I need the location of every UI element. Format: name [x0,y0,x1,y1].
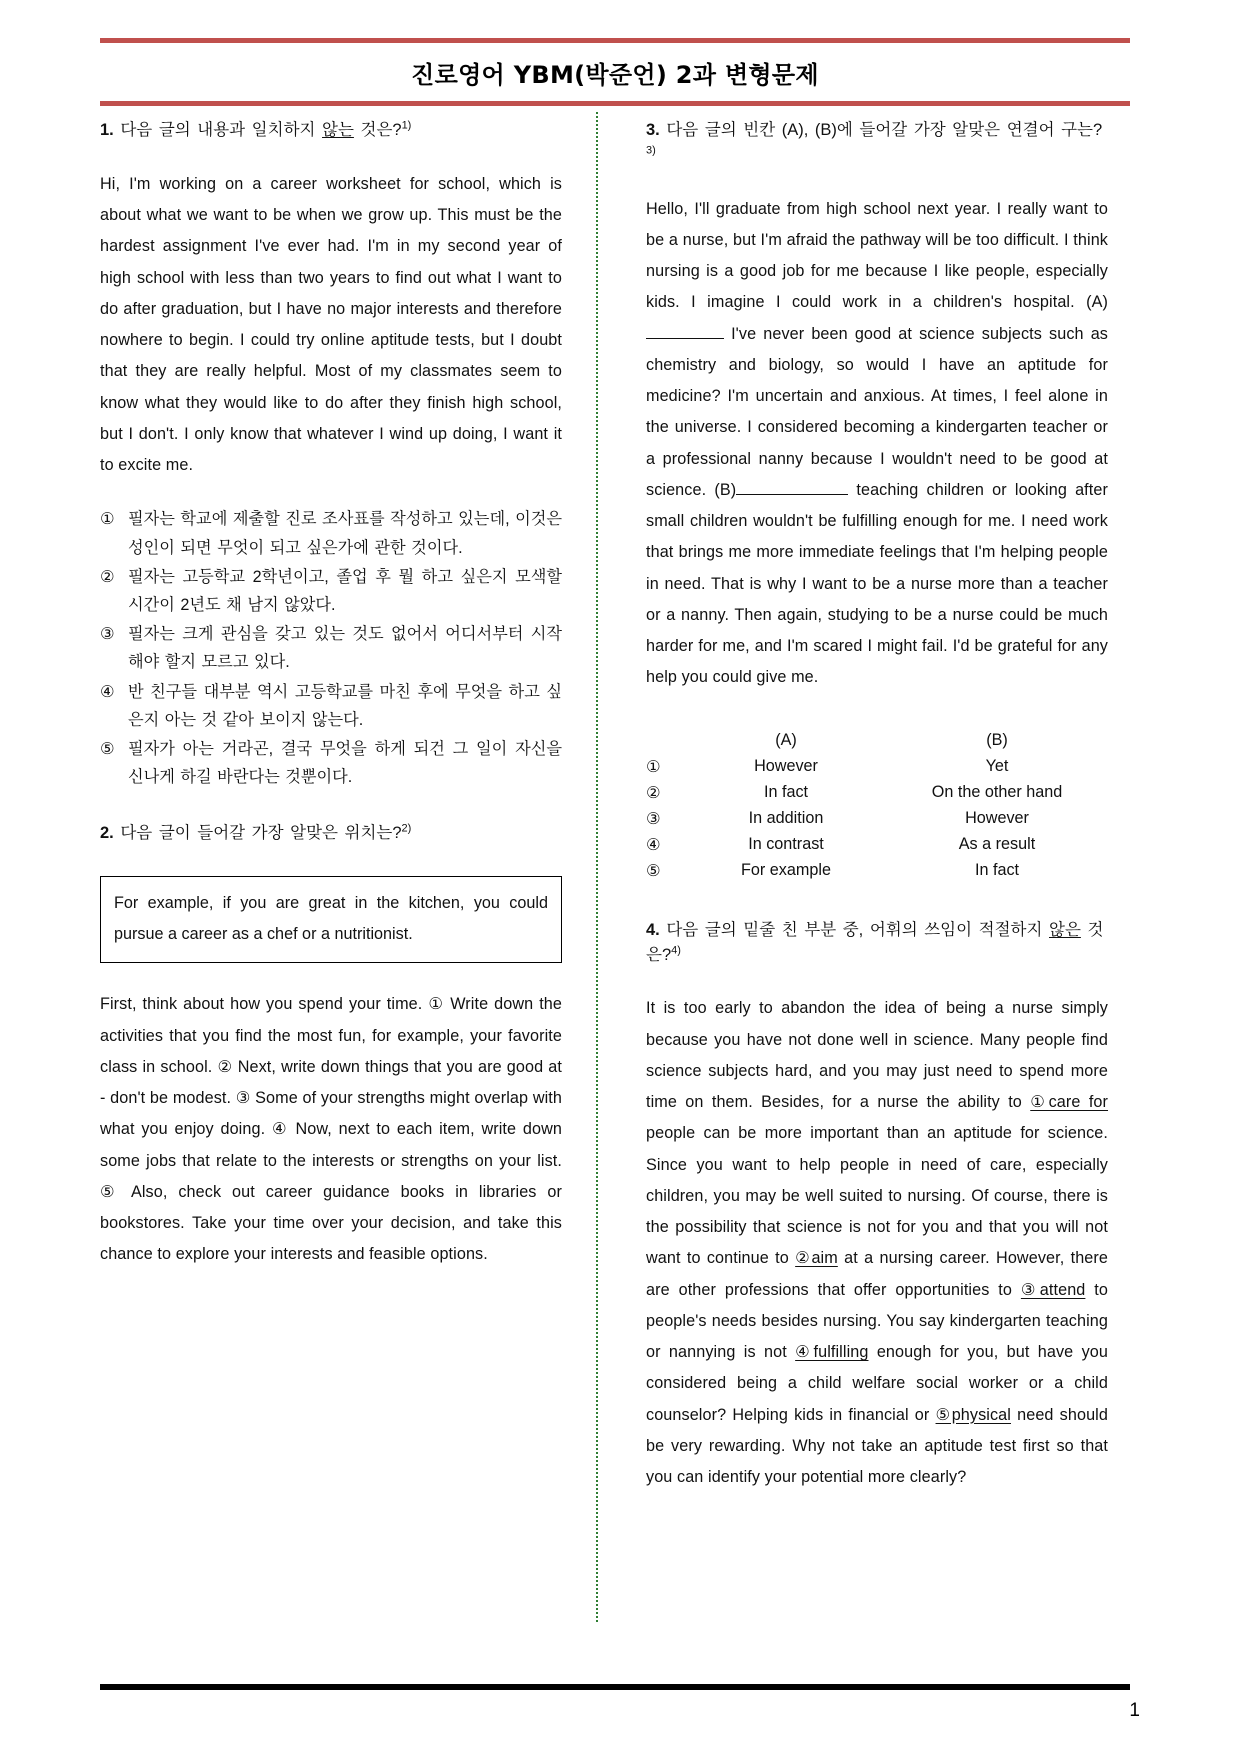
option-value-a: In fact [763,782,809,801]
option-row[interactable] [646,780,1108,806]
question-1-prompt-before: 다음 글의 내용과 일치하지 [120,121,323,139]
question-1-number: 1. [100,121,114,139]
header-column-a: (A) [775,730,797,749]
choice-marker: ② [100,567,115,586]
option-marker: ③ [646,809,661,828]
question-1-choices [100,505,562,791]
question-2-prompt: 다음 글이 들어갈 가장 알맞은 위치는? [120,824,402,843]
option-row[interactable] [646,832,1108,858]
choice-item[interactable] [100,505,562,561]
underlined-choice-1[interactable]: ①care for [1030,1093,1109,1112]
choice-text: 필자는 학교에 제출할 진로 조사표를 작성하고 있는데, 이것은 성인이 되면 무엇이 되고 싶은가에 관한 것이다. [128,510,562,557]
question-3-passage-part1: Hello, I'll graduate from high school next year. I really want to be a nurse, but I'm afraid the pathway will be too difficult. I think nursing is a good job for me because I like people, especially kids. I imagine I could work in a children's hospital. (A) [646,199,1108,312]
passage-segment: It is too early to abandon the idea of being a nurse simply because you have not done well in science. Many people find science subjects hard, and you may just need to spend more time on them. Besides, for a nurse the ability to [646,999,1108,1112]
option-value-b: However [965,808,1029,827]
choice-item[interactable] [100,563,562,619]
question-1-heading [100,118,562,143]
option-table-header-row [646,728,1108,754]
question-1-prompt-after: 것은? [353,121,402,139]
question-4-passage [646,993,1108,1493]
option-marker: ① [646,757,661,776]
option-value-a: For example [741,860,831,879]
question-4-prompt-line1: 다음 글의 밑줄 친 부분 중, 어휘의 쓰임이 적절하지 [666,920,1043,939]
option-value-b: On the other hand [931,782,1063,801]
option-value-b: In fact [974,860,1020,879]
option-row[interactable] [646,806,1108,832]
blank-a [646,338,724,339]
question-4-heading [646,918,1108,968]
question-3-passage-part2: I've never been good at science subjects such as chemistry and biology, so would I have an aptitude for medicine? I'm uncertain and anxious. At times, I feel alone in the universe. I considered becoming a kindergarten teacher or a professional nanny because I wouldn't need to be good at science. (B) [646,324,1108,499]
question-3-prompt-line1: 다음 글의 빈칸 (A), (B)에 들어갈 가장 알맞은 연결어 [666,121,1055,139]
choice-item[interactable] [100,735,562,791]
underlined-choice-5[interactable]: ⑤physical [935,1405,1011,1424]
choice-marker: ⑤ [100,739,115,758]
choice-text: 반 친구들 대부분 역시 고등학교를 마친 후에 무엇을 하고 싶은지 아는 것 같아 보이지 않는다. [128,682,562,729]
question-3-option-table [646,728,1108,884]
passage-segment: to people's needs besides nursing. You say kindergarten teaching or nannying is not [646,1280,1108,1362]
question-4-prompt-underlined: 않은 [1049,920,1081,939]
question-4-footnote: 4) [671,944,681,956]
footer-rule [100,1684,1130,1690]
passage-segment: at a nursing career. However, there are other professions that offer opportunities to [646,1249,1108,1299]
question-2-heading [100,821,562,846]
option-value-a: However [754,756,818,775]
choice-marker: ① [100,510,115,529]
question-3-prompt-line2: 구는? [1061,121,1103,139]
header-spacer [646,728,686,754]
body-columns [100,112,1132,1672]
choice-marker: ④ [100,682,115,701]
choice-item[interactable] [100,678,562,734]
question-3-number: 3. [646,121,660,139]
underlined-choice-4[interactable]: ④fulfilling [795,1343,869,1362]
left-column [100,112,586,1672]
underlined-choice-2[interactable]: ②aim [795,1249,838,1268]
option-row[interactable] [646,858,1108,884]
option-marker: ④ [646,835,661,854]
right-column [614,112,1108,1672]
column-divider [596,112,604,1622]
underlined-choice-3[interactable]: ③attend [1020,1280,1086,1299]
option-value-a: In contrast [748,834,824,853]
question-1-prompt-underlined: 않는 [322,121,354,139]
header-rule-bottom [100,101,1130,106]
question-2-footnote: 2) [401,822,412,835]
option-value-b: Yet [985,756,1009,775]
document-header [100,38,1130,106]
choice-text: 필자가 아는 거라곤, 결국 무엇을 하게 되건 그 일이 자신을 신나게 하길 바란다는 것뿐이다. [128,739,562,787]
question-3-passage [646,194,1108,694]
choice-marker: ③ [100,625,115,644]
question-2-number: 2. [100,824,114,843]
question-1-footnote: 1) [401,119,412,132]
question-3-passage-part3: teaching children or looking after small children wouldn't be fulfilling enough for me. I need work that brings me more immediate feelings that I'm helping people in need. That is why I want to be a nurse more than a teacher or a nanny. Then again, studying to be a nurse could be much harder for me, and I'm scared I might fail. I'd be grateful for any help you could give me. [646,480,1108,687]
option-row[interactable] [646,754,1108,780]
option-value-a: In addition [748,808,824,827]
blank-b [736,494,848,495]
passage-segment: people can be more important than an aptitude for science. Since you want to help people in need of care, especially children, you may be well suited to nursing. Of course, there is the possibility that science is not for you and that you will not want to continue to [646,1124,1108,1268]
question-1-passage: Hi, I'm working on a career worksheet for school, which is about what we want to be when we grow up. This must be the hardest assignment I've ever had. I'm in my second year of high school with less than two years to find out what I want to do after graduation, but I have no major interests and therefore nowhere to begin. I could try online aptitude tests, but I doubt that they are really helpful. Most of my classmates seem to know what they would like to do after they finish high school, but I don't. I only know that whatever I wind up doing, I want it to excite me. [100,174,562,475]
option-marker: ⑤ [646,861,661,880]
choice-text: 필자는 고등학교 2학년이고, 졸업 후 뭘 하고 싶은지 모색할 시간이 2년도 채 남지 않았다. [128,567,562,614]
choice-item[interactable] [100,620,562,676]
passage-segment: need should be very rewarding. Why not take an aptitude test first so that you can identify your potential more clearly? [646,1405,1108,1487]
question-3-heading [646,118,1108,168]
question-2-passage: First, think about how you spend your time. ① Write down the activities that you find the most fun, for example, your favorite class in school. ② Next, write down things that you are good at - don't be modest. ③ Some of your strengths might overlap with what you enjoy doing. ④ Now, next to each item, write down some jobs that relate to the interests or strengths on your list. ⑤ Also, check out career guidance books in libraries or bookstores. Take your time over your decision, and take this chance to explore your interests and feasible options. [100,995,562,1264]
page-number: 1 [1129,1700,1140,1721]
page-title: 진로영어 YBM(박준언) 2과 변형문제 [411,61,819,89]
choice-text: 필자는 크게 관심을 갖고 있는 것도 없어서 어디서부터 시작해야 할지 모르고 있다. [128,625,562,672]
option-value-b: As a result [958,834,1036,853]
header-column-b: (B) [986,730,1008,749]
option-marker: ② [646,783,661,802]
question-2-insert-box: For example, if you are great in the kitchen, you could pursue a career as a chef or a nutritionist. [100,876,562,963]
question-4-number: 4. [646,920,660,939]
question-3-footnote: 3) [646,144,656,157]
question-4-prompt-after: 것은? [646,920,1104,964]
passage-segment: enough for you, but have you considered being a child welfare social worker or a child counselor? Helping kids in financial or [646,1343,1108,1424]
